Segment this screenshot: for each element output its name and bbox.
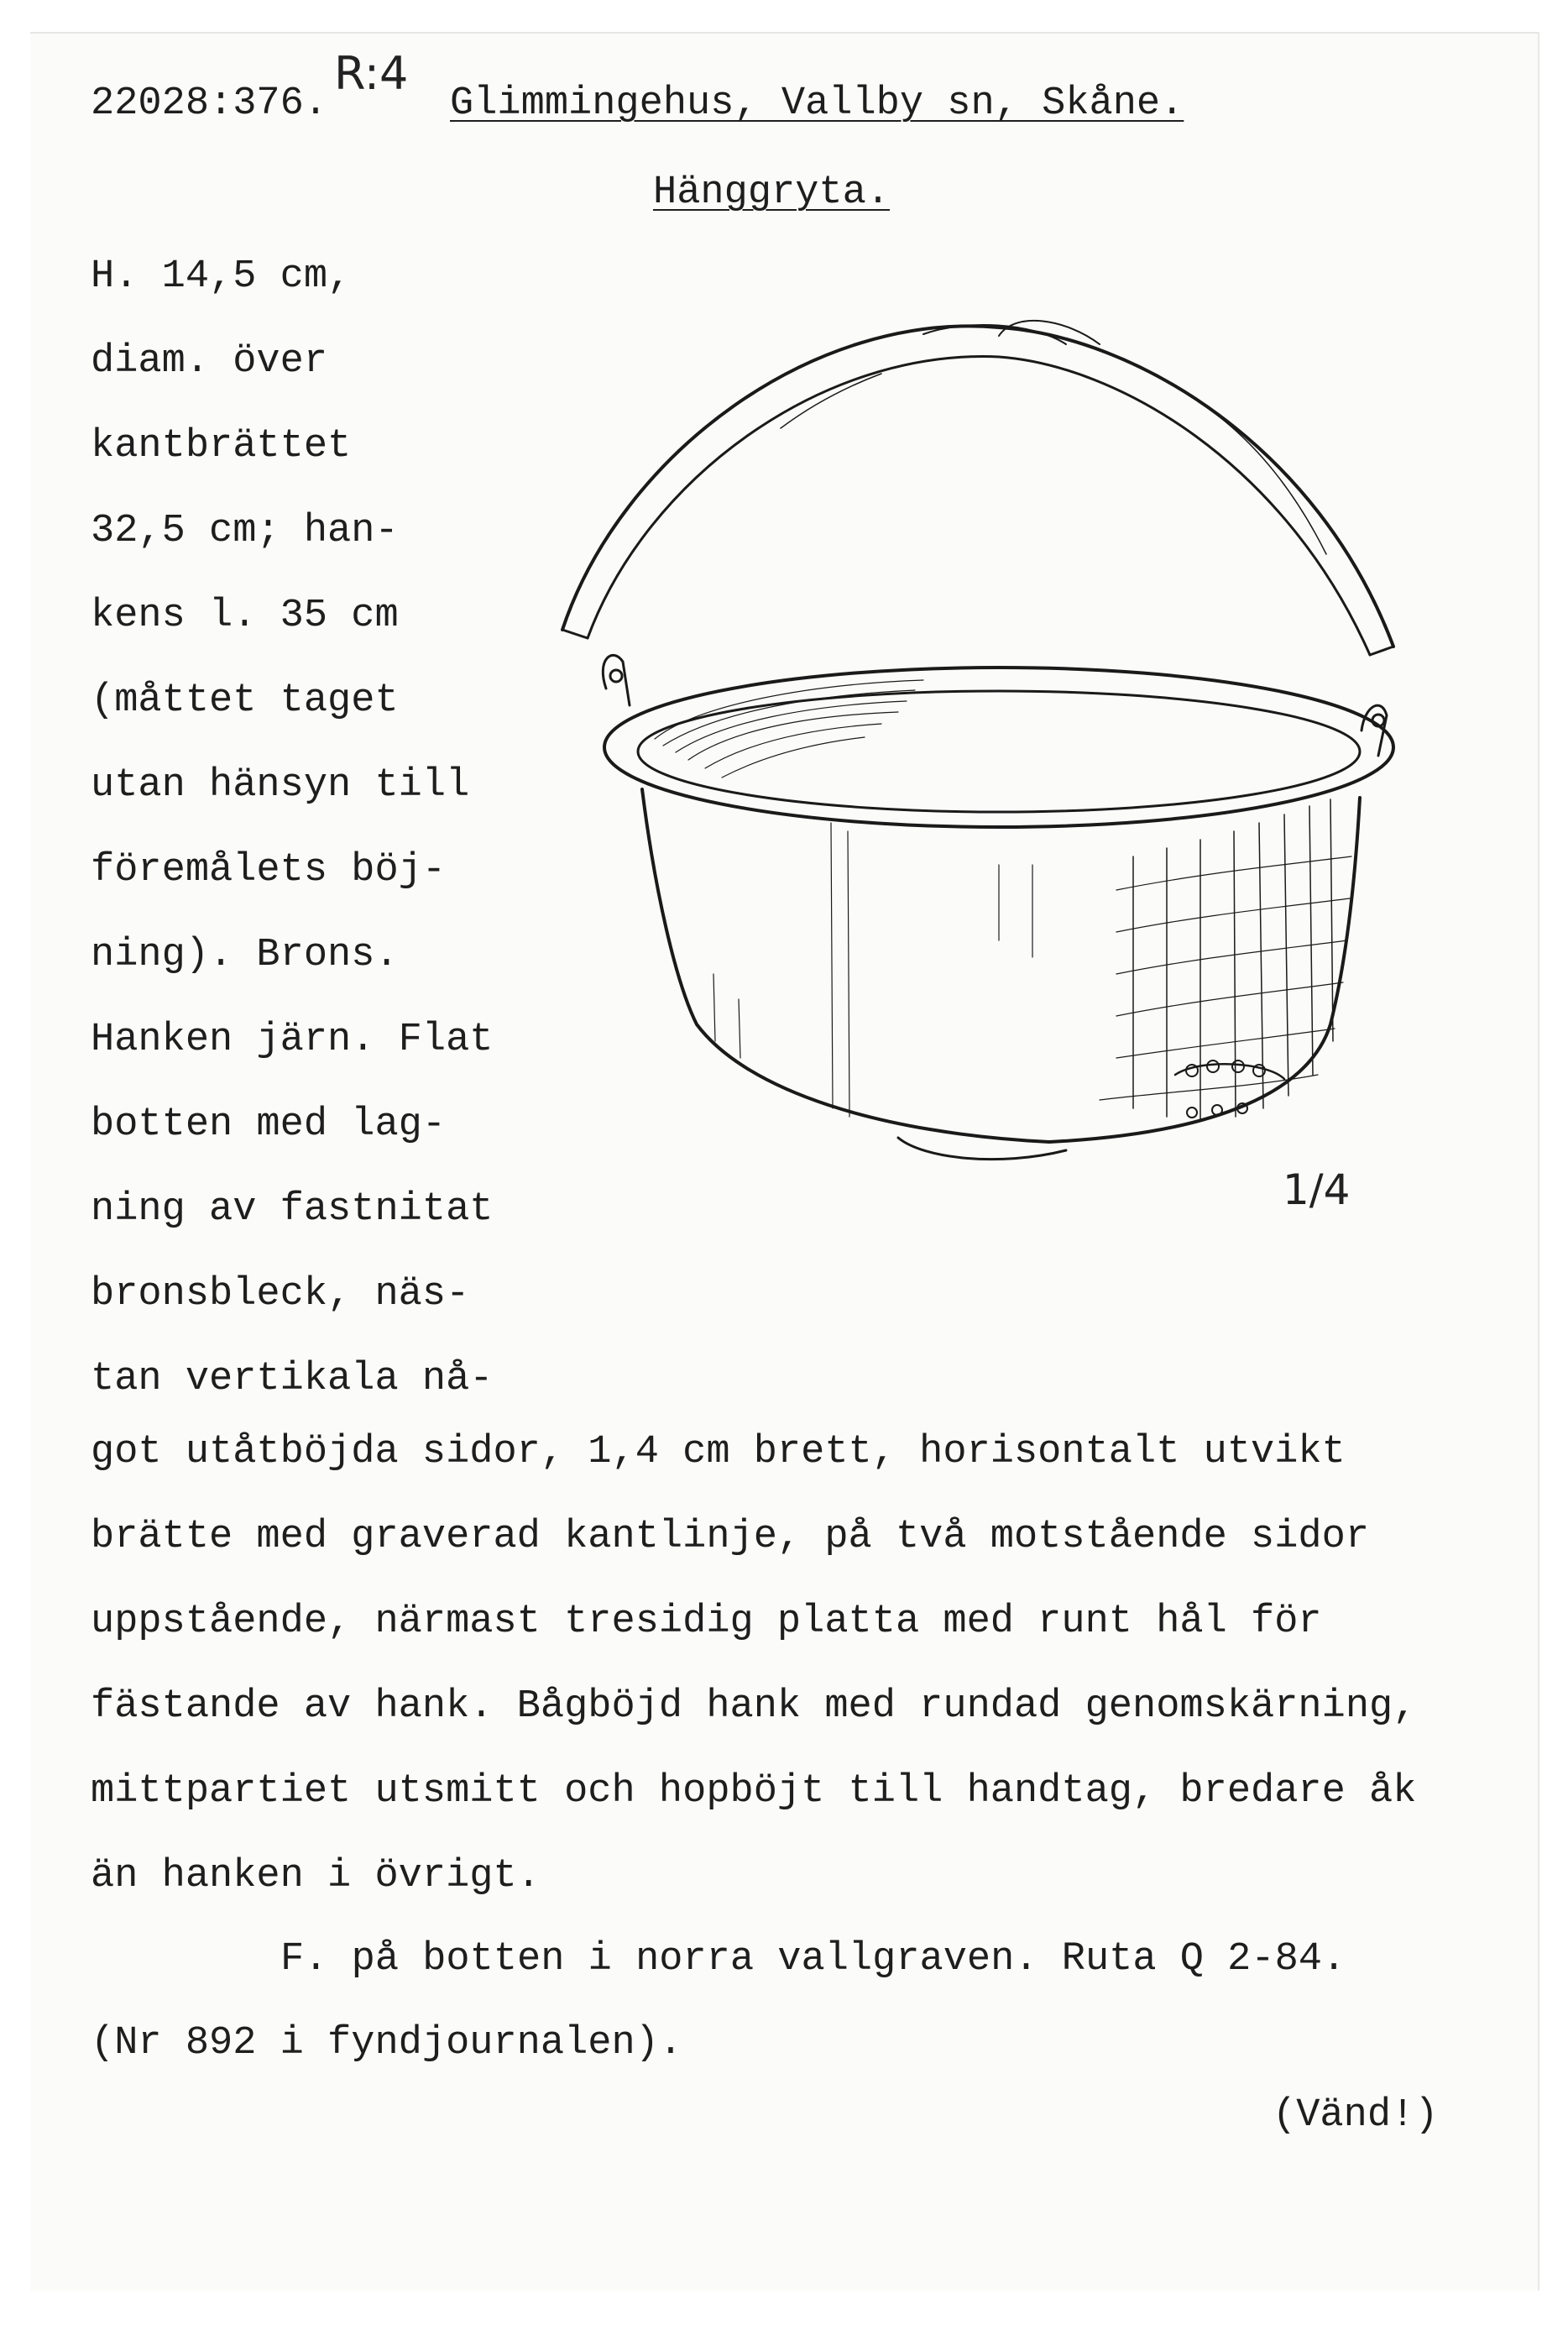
bail-handle: [562, 321, 1393, 655]
description-line: utan hänsyn till: [91, 763, 470, 808]
riveted-patch: [1175, 1060, 1284, 1118]
journal-note: (Nr 892 i fyndjournalen).: [91, 2021, 683, 2066]
description-line: kens l. 35 cm: [91, 594, 399, 638]
find-note: F. på botten i norra vallgraven. Ruta Q 2-84.: [280, 1937, 1346, 1982]
description-line: ning av fastnitat: [91, 1187, 494, 1232]
description-line: uppstående, närmast tresidig platta med runt hål för: [91, 1600, 1322, 1644]
description-line: diam. över: [91, 339, 328, 384]
description-line: 32,5 cm; han-: [91, 509, 399, 553]
catalog-number: 22028:376.: [91, 81, 328, 126]
description-line: got utåtböjda sidor, 1,4 cm brett, horisontalt utvikt: [91, 1430, 1346, 1474]
handwritten-mark: R:4: [334, 47, 409, 100]
description-line: föremålets böj-: [91, 848, 447, 893]
scale-label: 1/4: [1283, 1165, 1351, 1214]
pot-rim: [604, 668, 1393, 827]
handle-lugs: [603, 655, 1387, 756]
description-line: botten med lag-: [91, 1102, 447, 1147]
pot-body: [642, 789, 1360, 1160]
description-line: bronsbleck, näs-: [91, 1272, 470, 1317]
description-line: än hanken i övrigt.: [91, 1854, 541, 1898]
object-name-heading: Hänggryta.: [653, 170, 891, 215]
description-line: H. 14,5 cm,: [91, 254, 352, 299]
description-line: fästande av hank. Bågböjd hank med rundad genomskärning,: [91, 1684, 1417, 1729]
description-line: Hanken järn. Flat: [91, 1018, 494, 1062]
description-line: kantbrättet: [91, 424, 352, 469]
turn-note: (Vänd!): [1273, 2093, 1439, 2138]
hanging-pot-illustration: [529, 285, 1427, 1301]
description-line: ning). Brons.: [91, 933, 399, 977]
description-line: tan vertikala nå-: [91, 1357, 494, 1401]
description-line: (måttet taget: [91, 678, 399, 723]
location-heading: Glimmingehus, Vallby sn, Skåne.: [450, 81, 1184, 126]
description-line: mittpartiet utsmitt och hopböjt till handtag, bredare åk: [91, 1769, 1417, 1814]
description-line: brätte med graverad kantlinje, på två motstående sidor: [91, 1515, 1370, 1559]
